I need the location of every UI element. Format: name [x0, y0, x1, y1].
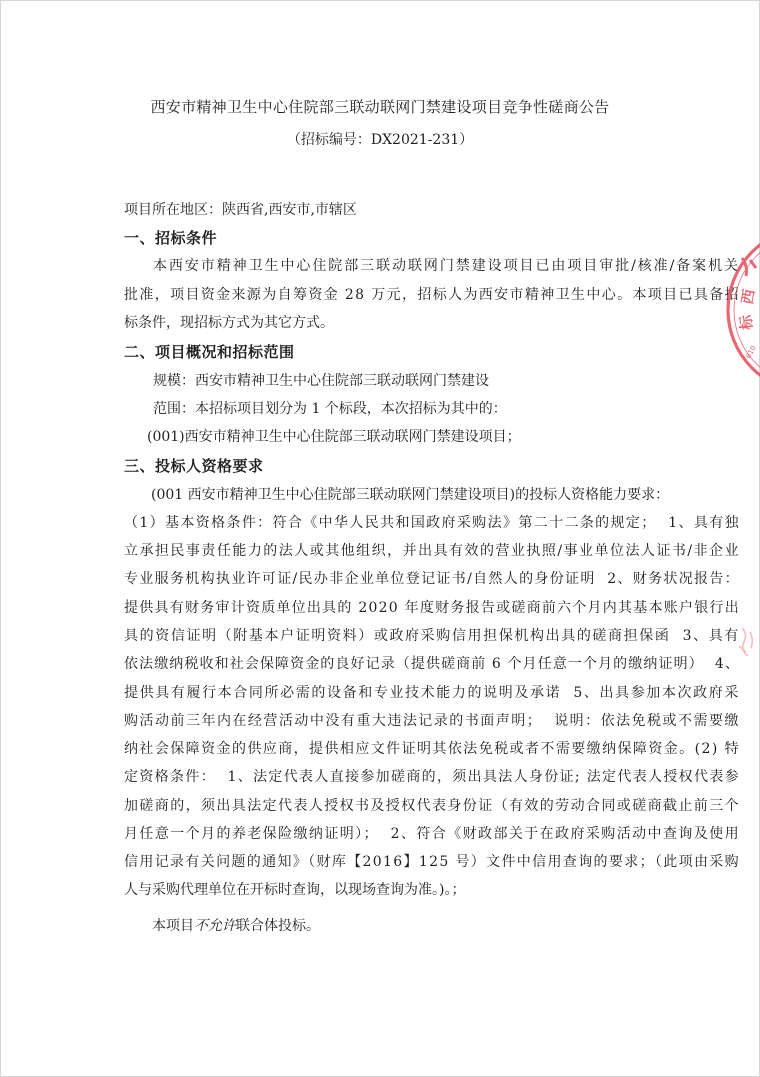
joint-bid-statement: [152, 916, 320, 936]
paragraph-line: 批准，项目资金来源为自筹资金 28 万元，招标人为西安市精神卫生中心。本项目已具备招: [124, 287, 740, 303]
joint-bid-suffix: 联合体投标。: [236, 918, 320, 934]
paragraph-line: 依法缴纳税收和社会保障资金的良好记录（提供磋商前 6 个月任意一个月的缴纳证明） 4、: [124, 656, 740, 672]
paragraph-line: 人与采购代理单位在开标时查询，以现场查询为准。)。；: [124, 882, 466, 898]
qualification-intro: (001 西安市精神卫生中心住院部三联动联网门禁建设项目)的投标人资格能力要求：: [151, 487, 670, 503]
seal-glyph: 标: [736, 314, 756, 331]
section-heading-tender-conditions: 一、招标条件: [124, 229, 218, 247]
paragraph-line: 专业服务机构执业许可证/民办非企业单位登记证书/自然人的身份证明 2、财务状况报告：: [124, 571, 740, 587]
section-heading-bidder-qualifications: 三、投标人资格要求: [124, 457, 264, 475]
seal-glyph-fragment: [742, 258, 756, 276]
joint-bid-emphasis: 不允许: [194, 918, 236, 934]
paragraph-line: 具的资信证明（附基本户证明资料）或政府采购信用担保机构出具的磋商担保函 3、具有: [124, 628, 740, 644]
seal-glyph: 西: [738, 287, 759, 306]
paragraph-line: 纳社会保障资金的供应商，提供相应文件证明其依法免税或者不需要缴纳保障资金。(2) 特: [124, 741, 740, 757]
paragraph-line: 本西安市精神卫生中心住院部三联动联网门禁建设项目已由项目审批/核准/备案机关: [153, 258, 740, 274]
tender-number: （招标编号：DX2021-231）: [286, 132, 474, 148]
paragraph-line: （1）基本资格条件：符合《中华人民共和国政府采购法》第二十二条的规定； 1、具有独: [124, 515, 740, 531]
project-range: 范围：本招标项目划分为 1 个标段，本次招标为其中的：: [153, 401, 507, 417]
paragraph-line: 信用记录有关问题的通知》（财库【2016】125 号）文件中信用查询的要求；（此项由采购: [124, 854, 740, 870]
section-heading-project-scope: 二、项目概况和招标范围: [124, 343, 295, 361]
paragraph-line: 加磋商的，须出具法定代表人授权书及授权代表身份证（有效的劳动合同或磋商截止前三个: [124, 798, 740, 814]
project-scale: 规模：西安市精神卫生中心住院部三联动联网门禁建设: [153, 373, 489, 389]
paragraph-line: 提供具有财务审计资质单位出具的 2020 年度财务报告或磋商前六个月内其基本账户银行出: [124, 600, 740, 616]
project-region: 项目所在地区：陕西省,西安市,市辖区: [124, 202, 357, 218]
seal-code: 610: [744, 344, 758, 360]
paragraph-line: 立承担民事责任能力的法人或其他组织，并出具有效的营业执照/事业单位法人证书/非企业: [124, 543, 740, 559]
document-title: 西安市精神卫生中心住院部三联动联网门禁建设项目竞争性磋商公告: [150, 98, 610, 116]
paragraph-line: 月任意一个月的养老保险缴纳证明）； 2、符合《财政部关于在政府采购活动中查询及使用: [124, 826, 740, 842]
paragraph-line: 提供具有履行本合同所必需的设备和专业技术能力的说明及承诺 5、出具参加本次政府采: [124, 685, 740, 701]
official-seal-stamp: [712, 238, 760, 382]
paragraph-line: 购活动前三年内在经营活动中没有重大违法记录的书面声明； 说明：依法免税或不需要缴: [124, 713, 740, 729]
paragraph-line: 标条件，现招标方式为其它方式。: [124, 315, 334, 331]
joint-bid-prefix: 本项目: [152, 918, 194, 934]
stamp-bleed-mark: [734, 622, 760, 664]
paragraph-line: 定资格条件： 1、法定代表人直接参加磋商的，须出具法人身份证; 法定代表人授权代表参: [124, 769, 740, 785]
project-lot: (001)西安市精神卫生中心住院部三联动联网门禁建设项目；: [147, 429, 521, 445]
